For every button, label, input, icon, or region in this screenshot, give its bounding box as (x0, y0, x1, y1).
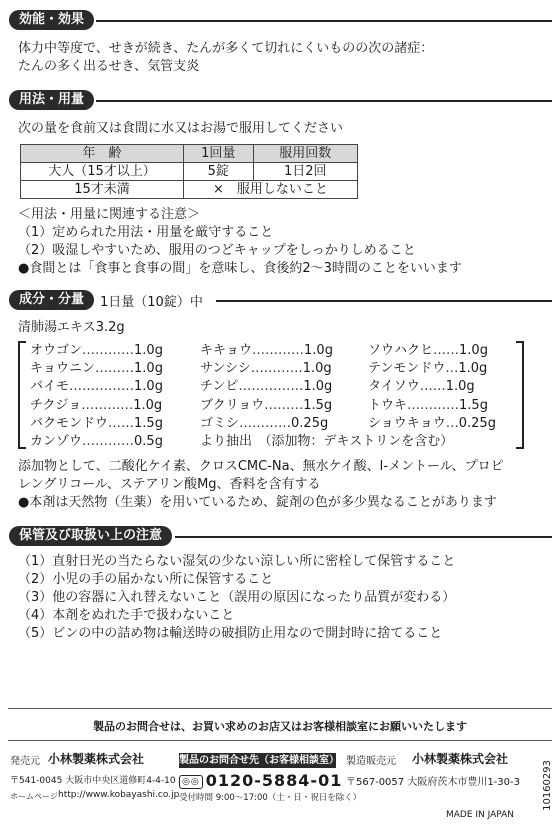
business-hours: 受付時間 9:00～17:00（土・日・祝日を除く） (179, 793, 362, 803)
ingredient-amount: 1.0g (458, 361, 488, 377)
contact-box-title: 製品のお問合せ先（お客様相談室） (179, 755, 339, 766)
dosage-note-2: （2）吸湿しやすいため、服用のつどキャップをしっかりしめること (18, 243, 416, 258)
child-age: 15才未満 (21, 181, 184, 199)
ingredient-item (200, 342, 333, 360)
ingredients-bracket-left (18, 341, 26, 449)
ingredient-name: カンゾウ (30, 434, 83, 449)
ingredient-amount: 1.0g (302, 361, 332, 377)
ingredient-item (368, 360, 487, 378)
child-note: × 服用しないこと (183, 181, 357, 199)
storage-header (9, 525, 172, 547)
ingredient-item (30, 397, 162, 415)
ingredient-item (200, 360, 332, 378)
dosage-rule (96, 100, 552, 102)
ingredient-amount: 0.5g (134, 434, 163, 449)
ingredient-name: バイモ (30, 379, 70, 395)
ingredient-leader-dots: ……… (95, 361, 135, 377)
ingredient-leader-dots: … (445, 415, 459, 431)
ingredient-leader-dots: ………… (81, 397, 134, 413)
ingredient-name: オウゴン (30, 343, 83, 358)
col-frequency: 服用回数 (253, 145, 358, 163)
ingredients-title: 成分・分量 (9, 290, 94, 310)
effects-rule (96, 20, 552, 22)
ingredient-item (200, 397, 332, 415)
dosage-intro: 次の量を食前又は食間に水又はお湯で服用してください (18, 121, 344, 136)
dosage-title: 用法・用量 (9, 90, 94, 110)
made-in: MADE IN JAPAN (446, 810, 515, 820)
ingredient-leader-dots: …… (433, 343, 460, 358)
ingredient-leader-dots: ………… (82, 434, 135, 449)
ingredient-item (368, 378, 475, 396)
ingredient-leader-dots: ………… (250, 361, 303, 377)
extract-amount: 清肺湯エキス3.2g (18, 320, 125, 335)
ingredient-name: より抽出 （添加物：デキストリンを含む） (200, 434, 454, 449)
ingredient-item (368, 397, 488, 415)
ingredient-name: チクジョ (30, 397, 82, 413)
ingredient-name: タイソウ (368, 379, 420, 395)
effects-title: 効能・効果 (9, 10, 94, 30)
ingredient-leader-dots: … (445, 361, 459, 377)
ingredient-amount: 1.0g (134, 361, 163, 377)
storage-rule (175, 536, 552, 538)
storage-line-2: （2）小児の手の届かない所に保管すること (18, 572, 274, 587)
effects-line-2: たんの多く出るせき、気管支炎 (18, 59, 200, 74)
storage-line-3: （3）他の容器に入れ替えないこと（誤用の原因になったり品質が変わる） (18, 590, 456, 605)
ingredient-leader-dots: …………… (69, 379, 135, 395)
ingredient-amount: 1.5g (459, 397, 488, 413)
dosage-table-header (21, 145, 358, 163)
dosage-note-1: （1）定められた用法・用量を厳守すること (18, 225, 274, 240)
ingredient-name: キョウニン (30, 361, 96, 377)
ingredient-leader-dots: ………… (82, 343, 135, 358)
ingredient-leader-dots: ……… (264, 397, 304, 413)
ingredient-amount: 1.0g (134, 343, 163, 358)
adult-age: 大人（15才以上） (21, 163, 184, 181)
storage-line-4: （4）本剤をぬれた手で扱わないこと (18, 608, 235, 623)
ingredient-name: サンシシ (200, 361, 251, 377)
additives-line-2: レングリコール、ステアリン酸Mg、香料を含有する (18, 477, 321, 492)
freedial-icon: ◎◎ (179, 775, 203, 789)
ingredient-item (30, 360, 163, 378)
ingredient-name: トウキ (368, 397, 408, 413)
ingredient-name: バクモンドウ (30, 415, 109, 431)
ingredients-subtitle: 1日量（10錠）中 (100, 294, 203, 310)
ingredient-item (368, 415, 496, 433)
product-code: 10160293 (542, 760, 553, 811)
additives-line-1: 添加物として、二酸化ケイ素、クロスCMC-Na、無水ケイ酸、l-メントール、プロピ (18, 459, 504, 474)
dosage-note-heading: ＜用法・用量に関連する注意＞ (18, 207, 201, 222)
ingredient-item (368, 342, 488, 360)
table-row (21, 181, 358, 199)
ingredient-leader-dots: ………… (239, 415, 292, 431)
maker-label: 製造販売元 (346, 756, 396, 767)
ingredient-amount: 1.0g (459, 343, 488, 358)
ingredient-leader-dots: …… (419, 379, 446, 395)
maker-name: 小林製薬株式会社 (412, 752, 509, 766)
maker-address: 〒567-0057 大阪府茨木市豊川1-30-3 (346, 777, 520, 788)
col-dose: 1回量 (183, 145, 253, 163)
ingredient-amount: 1.5g (303, 397, 333, 413)
ingredient-amount: 1.0g (133, 397, 163, 413)
ingredient-amount: 1.5g (134, 415, 163, 431)
footer-divider-top (8, 708, 552, 709)
seller-address: 〒541-0045 大阪市中央区道修町4-4-10 (10, 776, 176, 786)
storage-title: 保管及び取扱い上の注意 (9, 526, 172, 546)
seller-name: 小林製薬株式会社 (48, 752, 145, 766)
ingredient-leader-dots: ………… (252, 343, 305, 358)
ingredient-amount: 1.0g (445, 379, 475, 395)
ingredient-item (30, 378, 163, 396)
contact-banner: 製品のお問合せは、お買い求めのお店又はお客様相談室にお願いいたします (93, 720, 467, 733)
dosage-note-3: ●食間とは「食事と食事の間」を意味し、食後約2～3時間のことをいいます (18, 261, 462, 276)
ingredient-leader-dots: …………… (238, 379, 304, 395)
seller-label: 発売元 (10, 756, 40, 767)
ingredient-item (30, 433, 163, 451)
phone-text: 0120-5884-01 (205, 771, 343, 790)
ingredient-amount: 1.0g (134, 379, 163, 395)
storage-line-5: （5）ビンの中の詰め物は輸送時の破損防止用なので開封時に捨てること (18, 626, 443, 641)
ingredient-name: ソウハクヒ (368, 343, 434, 358)
dosage-table (20, 144, 358, 199)
table-row (21, 163, 358, 181)
ingredient-leader-dots: ………… (407, 397, 460, 413)
footer-divider-bottom (8, 740, 552, 741)
effects-line-1: 体力中等度で、せきが続き、たんが多くて切れにくいものの次の諸症： (18, 41, 434, 56)
ingredient-name: ショウキョウ (368, 415, 446, 431)
adult-frequency: 1日2回 (253, 163, 358, 181)
ingredient-name: ブクリョウ (200, 397, 265, 413)
ingredient-item (200, 433, 453, 451)
homepage-label: ホームページ (10, 792, 58, 801)
ingredient-name: テンモンドウ (368, 361, 446, 377)
ingredient-item (200, 415, 328, 433)
ingredient-item (30, 342, 163, 360)
ingredient-amount: 0.25g (291, 415, 329, 431)
ingredients-rule (216, 300, 552, 302)
ingredient-amount: 1.0g (304, 343, 333, 358)
col-age: 年 齢 (21, 145, 184, 163)
ingredient-item (200, 378, 332, 396)
ingredient-name: キキョウ (200, 343, 253, 358)
effects-header (9, 9, 94, 31)
homepage-link[interactable]: http://www.kobayashi.co.jp (58, 790, 180, 800)
ingredient-leader-dots: …… (108, 415, 135, 431)
ingredient-name: チンピ (200, 379, 239, 395)
ingredient-amount: 1.0g (303, 379, 333, 395)
dosage-header (9, 89, 94, 111)
ingredient-amount: 0.25g (458, 415, 496, 431)
storage-line-1: （1）直射日光の当たらない湿気の少ない涼しい所に密栓して保管すること (18, 554, 456, 569)
ingredient-name: ゴミシ (200, 415, 240, 431)
ingredients-header (9, 289, 203, 311)
ingredients-bracket-right (516, 341, 524, 449)
adult-dose: 5錠 (183, 163, 253, 181)
ingredient-item (30, 415, 163, 433)
phone-number[interactable] (179, 771, 342, 790)
natural-note: ●本剤は天然物（生薬）を用いているため、錠剤の色が多少異なることがあります (18, 495, 497, 510)
